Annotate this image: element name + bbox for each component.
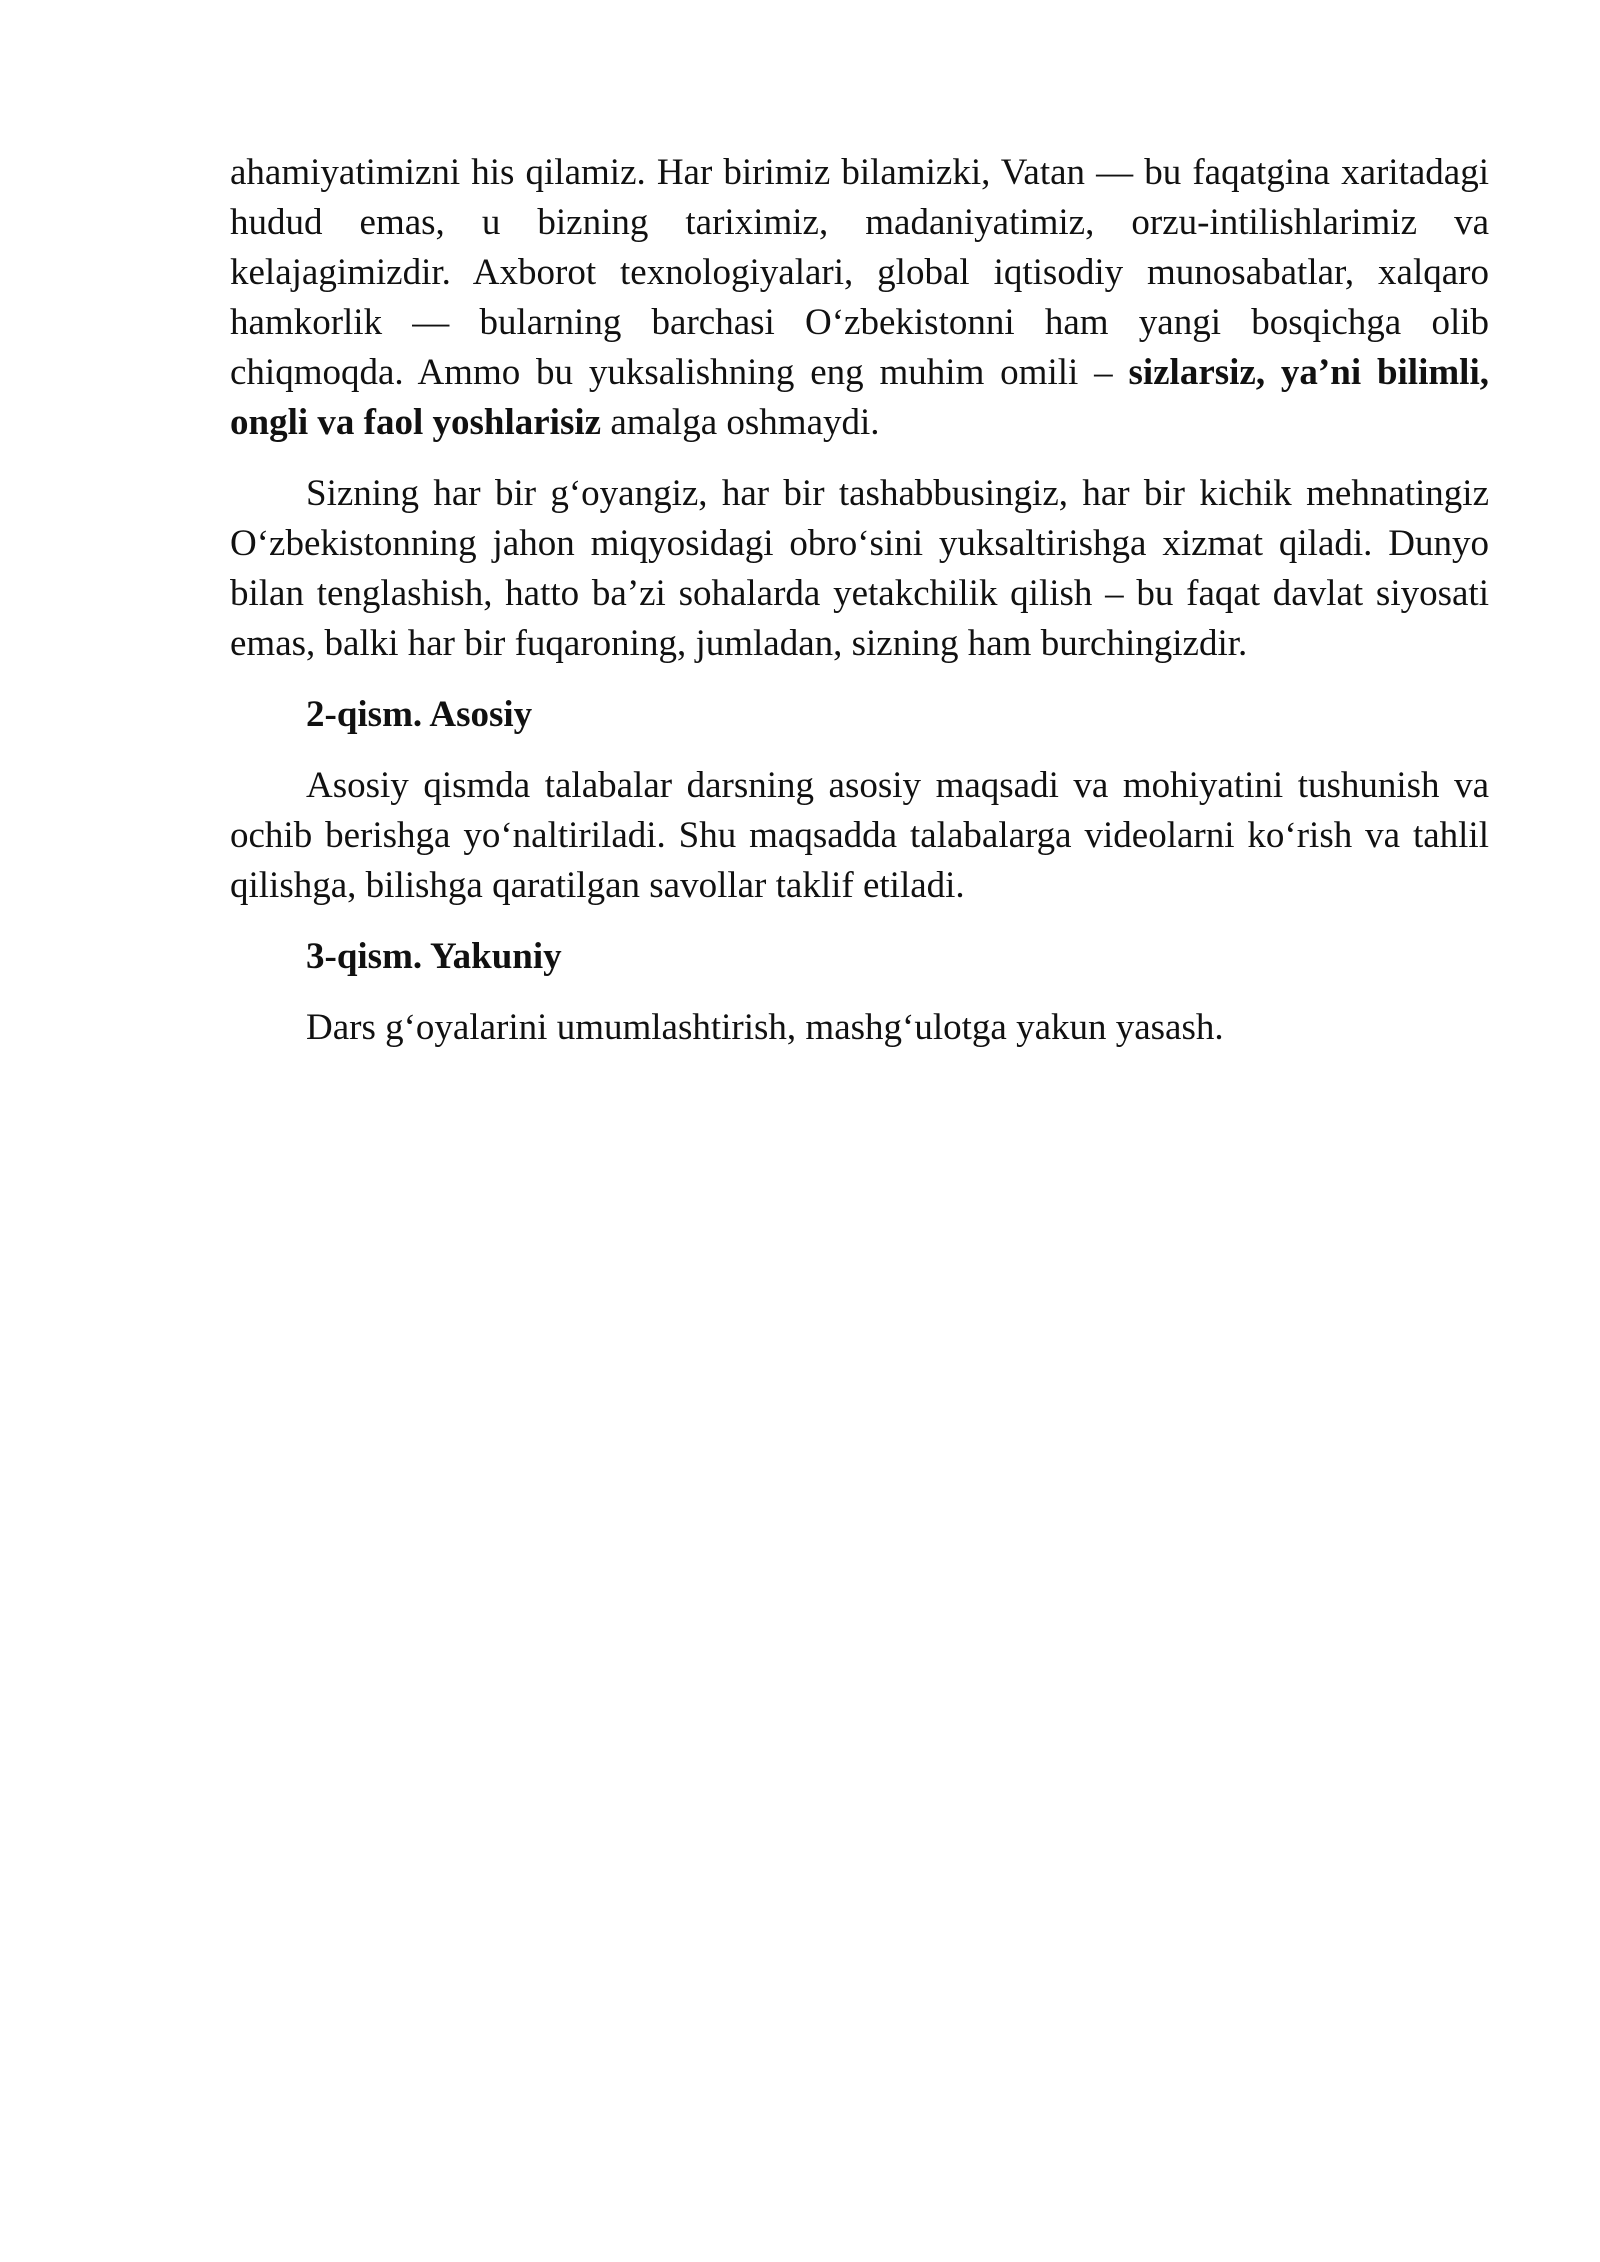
paragraph-vatan-bold-text: sizlarsiz, ya’ni bilimli, ongli va faol yoshlarisiz — [230, 352, 1489, 443]
paragraph-vatan — [230, 148, 1489, 448]
section-heading-asosiy: 2-qism. Asosiy — [306, 694, 533, 735]
paragraph-vatan-ending: amalga oshmaydi. — [601, 402, 880, 443]
paragraph-goya: Sizning har bir g‘oyangiz, har bir tashabbusingiz, har bir kichik mehnatingiz O‘zbekistonning jahon miqyosidagi obro‘sini yuksaltirishga xizmat qiladi. Dunyo bilan tenglashish, hatto ba’zi sohalarda yetakchilik qilish – bu faqat davlat siyosati emas, balki har bir fuqaroning, jumladan, sizning ham burchingizdir. — [230, 473, 1489, 664]
paragraph-vatan-text: ahamiyatimizni his qilamiz. Har birimiz bilamizki, Vatan — bu faqatgina xaritadagi hudud emas, u bizning tariximiz, madaniyatimiz, orzu-intilishlarimiz va kelajagimizdir. Axborot texnologiyalari, global iqtisodiy munosabatlar, xalqaro hamkorlik — bularning barchasi O‘zbekistonni ham yangi bosqichga olib chiqmoqda. Ammo bu yuksalishning eng muhim omili – — [230, 152, 1489, 393]
document-body — [230, 148, 1489, 1074]
paragraph-asosiy: Asosiy qismda talabalar darsning asosiy maqsadi va mohiyatini tushunish va ochib berishga yo‘naltiriladi. Shu maqsadda talabalarga videolarni ko‘rish va tahlil qilishga, bilishga qaratilgan savollar taklif etiladi. — [230, 765, 1489, 906]
paragraph-yakuniy: Dars g‘oyalarini umumlashtirish, mashg‘ulotga yakun yasash. — [306, 1007, 1224, 1048]
section-heading-yakuniy: 3-qism. Yakuniy — [306, 936, 562, 977]
